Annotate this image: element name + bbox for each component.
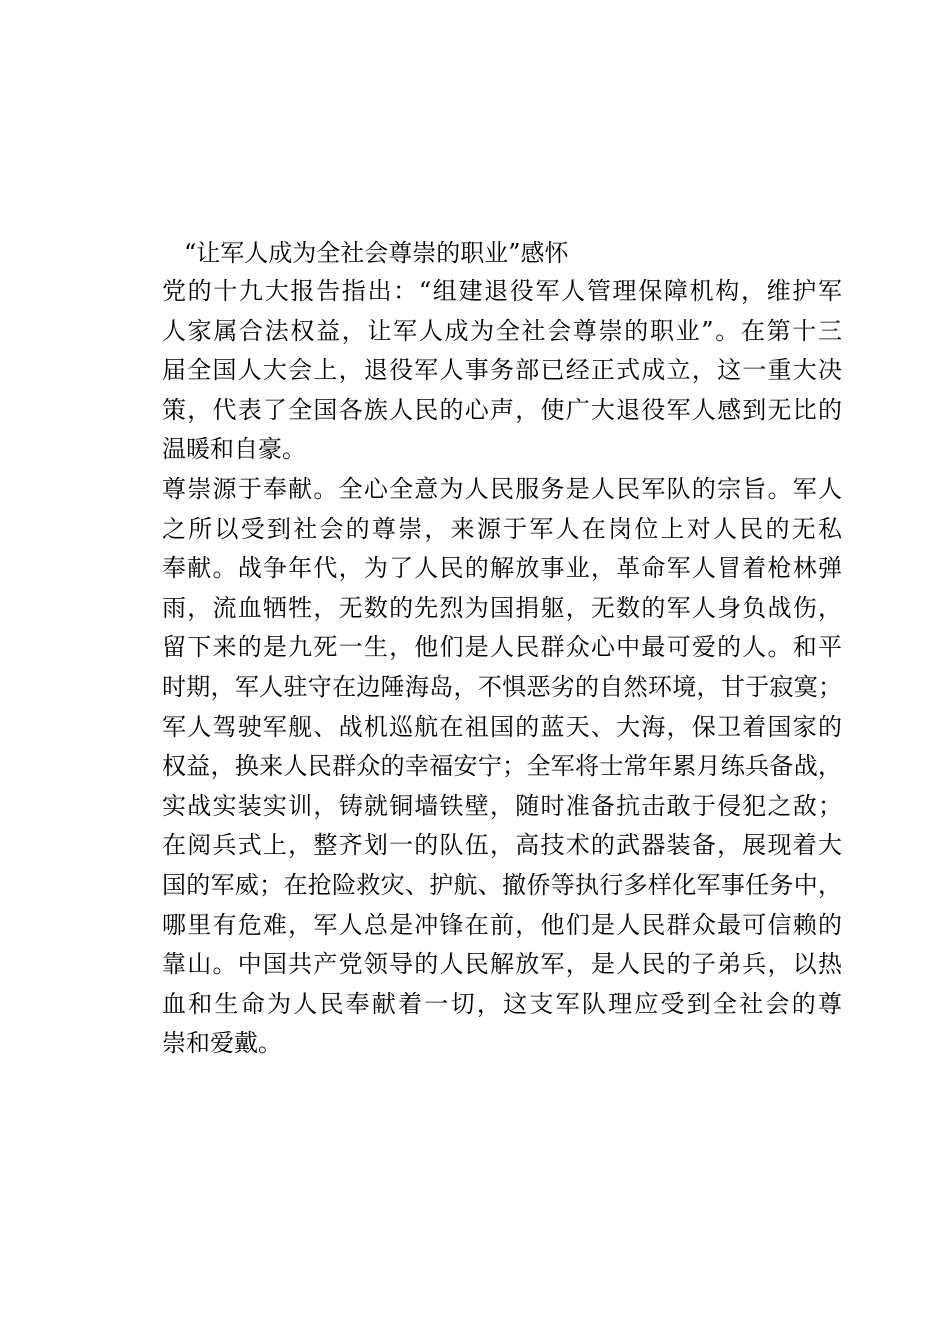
text-line: 实战实装实训，铸就铜墙铁壁，随时准备抗击敢于侵犯之敌； xyxy=(162,791,842,820)
text-line: 之所以受到社会的尊崇，来源于军人在岗位上对人民的无私 xyxy=(162,514,842,543)
text-line: 在阅兵式上，整齐划一的队伍，高技术的武器装备，展现着大 xyxy=(162,831,842,860)
text-line: 留下来的是九死一生，他们是人民群众心中最可爱的人。和平 xyxy=(162,633,842,662)
text-line: 党的十九大报告指出：“组建退役军人管理保障机构，维护军 xyxy=(162,277,842,305)
text-line: 策，代表了全国各族人民的心声，使广大退役军人感到无比的 xyxy=(162,395,842,424)
text-line: 人家属合法权益，让军人成为全社会尊崇的职业”。在第十三 xyxy=(162,316,842,345)
paragraph-intro xyxy=(162,272,842,470)
document-title: “让军人成为全社会尊崇的职业”感怀 xyxy=(184,239,569,267)
text-line: 军人驾驶军舰、战机巡航在祖国的蓝天、大海，保卫着国家的 xyxy=(162,712,842,741)
text-line: 温暖和自豪。 xyxy=(162,435,306,464)
text-line: 国的军威；在抢险救灾、护航、撤侨等执行多样化军事任务中， xyxy=(162,870,842,899)
text-line: 尊崇源于奉献。全心全意为人民服务是人民军队的宗旨。军人 xyxy=(162,474,842,503)
text-line: 哪里有危难，军人总是冲锋在前，他们是人民群众最可信赖的 xyxy=(162,910,842,939)
text-line: 雨，流血牺牲，无数的先烈为国捐躯，无数的军人身负战伤， xyxy=(162,593,842,622)
text-line: 靠山。中国共产党领导的人民解放军，是人民的子弟兵，以热 xyxy=(162,950,842,979)
text-line: 血和生命为人民奉献着一切，这支军队理应受到全社会的尊 xyxy=(162,989,842,1018)
paragraph-dedication xyxy=(162,470,842,1064)
text-line: 奉献。战争年代，为了人民的解放事业，革命军人冒着枪林弹 xyxy=(162,554,842,583)
document-body xyxy=(162,234,842,1064)
text-line: 时期，军人驻守在边陲海岛，不惧恶劣的自然环境，甘于寂寞； xyxy=(162,672,842,701)
text-line: 届全国人大会上，退役军人事务部已经正式成立，这一重大决 xyxy=(162,356,842,385)
text-line: 崇和爱戴。 xyxy=(162,1029,282,1058)
text-line: 权益，换来人民群众的幸福安宁；全军将士常年累月练兵备战， xyxy=(162,752,842,781)
